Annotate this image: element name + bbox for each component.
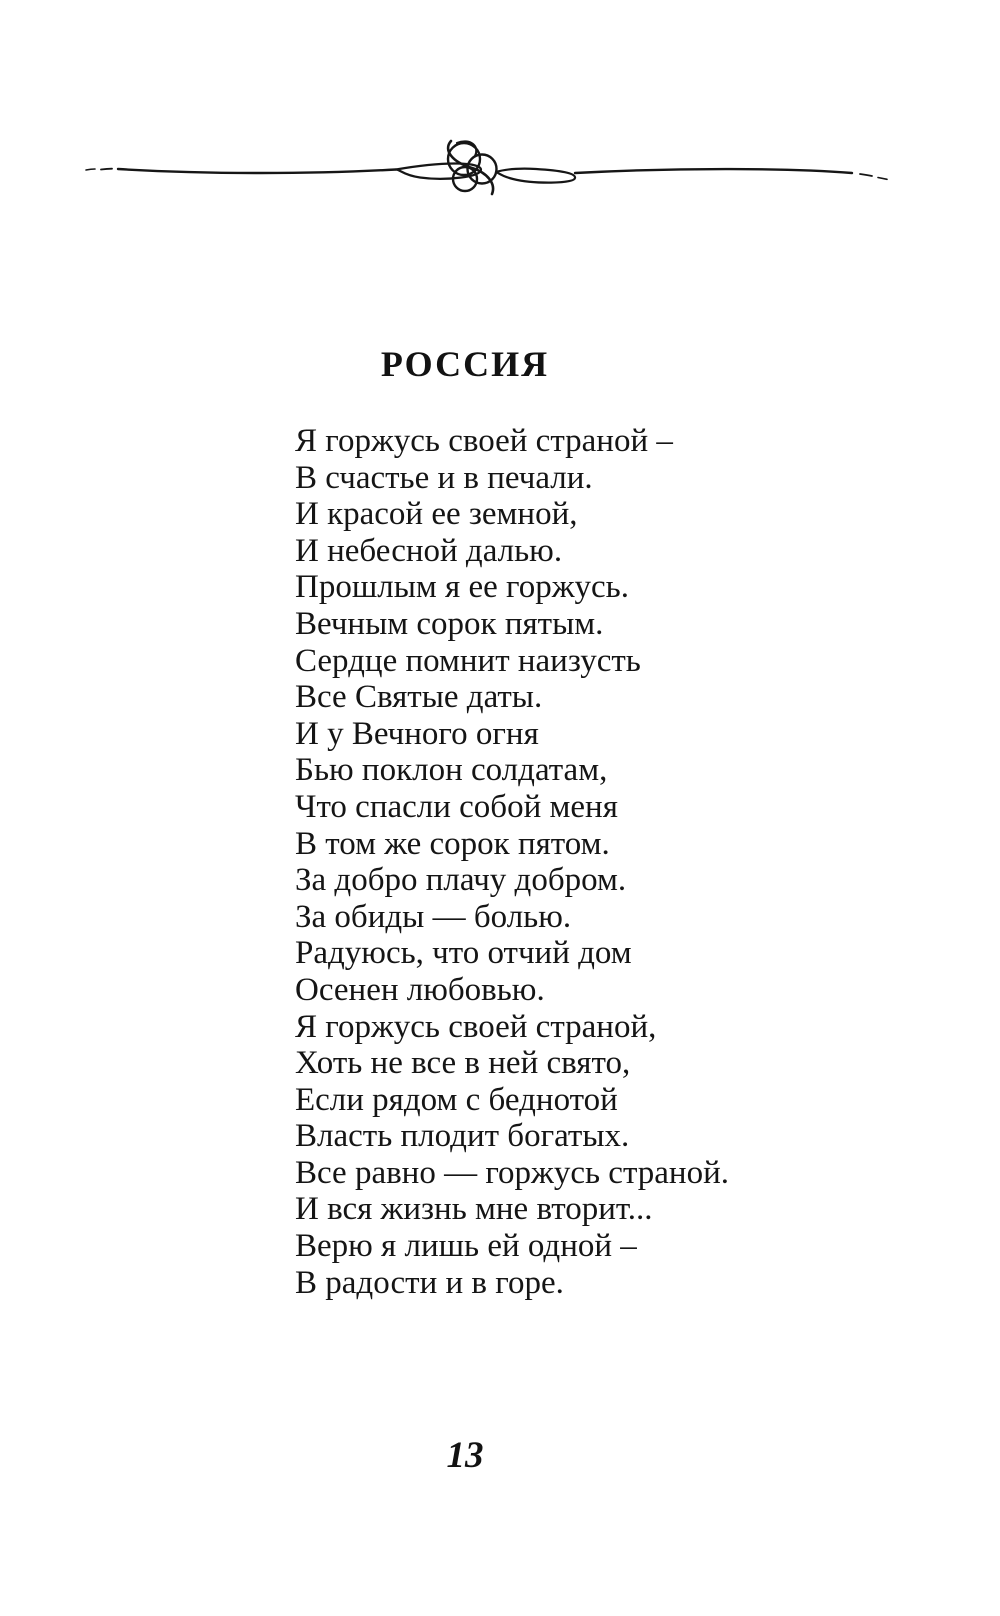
poem-line: Что спасли собой меня [295, 788, 618, 825]
poem-line: За добро плачу добром. [295, 862, 627, 899]
poem-line: Я горжусь своей страной – [295, 423, 673, 459]
poem-title: РОССИЯ [380, 344, 550, 384]
poem-line: Осенен любовью. [295, 971, 545, 1008]
calligraphic-divider [78, 138, 922, 204]
poem-line: Бью поклон солдатам, [295, 752, 608, 789]
poem-line: Власть плодит богатых. [295, 1118, 630, 1155]
poem-line: Все равно — горжусь страной. [295, 1154, 729, 1191]
calligraphic-flourish-icon [78, 138, 922, 204]
poem-line: В том же сорок пятом. [295, 825, 610, 862]
poem-line: Сердце помнит наизусть [295, 642, 641, 679]
page-number: 13 [446, 1435, 484, 1476]
poem-line: В счастье и в печали. [295, 459, 593, 496]
poem-line: И вся жизнь мне вторит... [295, 1191, 653, 1228]
poem-line: В радости и в горе. [295, 1264, 564, 1301]
poem-line: Радуюсь, что отчий дом [295, 935, 632, 972]
poem-line: За обиды — болью. [295, 898, 572, 935]
poem-line: Верю я лишь ей одной – [295, 1228, 637, 1265]
poem-line: Вечным сорок пятым. [295, 605, 604, 642]
poem-line: И у Вечного огня [295, 715, 539, 752]
poem-line: Хоть не все в ней свято, [295, 1045, 631, 1082]
poem-line: И небесной далью. [295, 532, 563, 569]
poem-line: Все Святые даты. [295, 679, 543, 716]
poem-lines [295, 423, 935, 1301]
poem-line: И красой ее земной, [295, 496, 578, 533]
poem-line: Я горжусь своей страной, [295, 1008, 657, 1045]
poem-line: Если рядом с беднотой [295, 1081, 618, 1118]
poem-line: Прошлым я ее горжусь. [295, 569, 629, 606]
